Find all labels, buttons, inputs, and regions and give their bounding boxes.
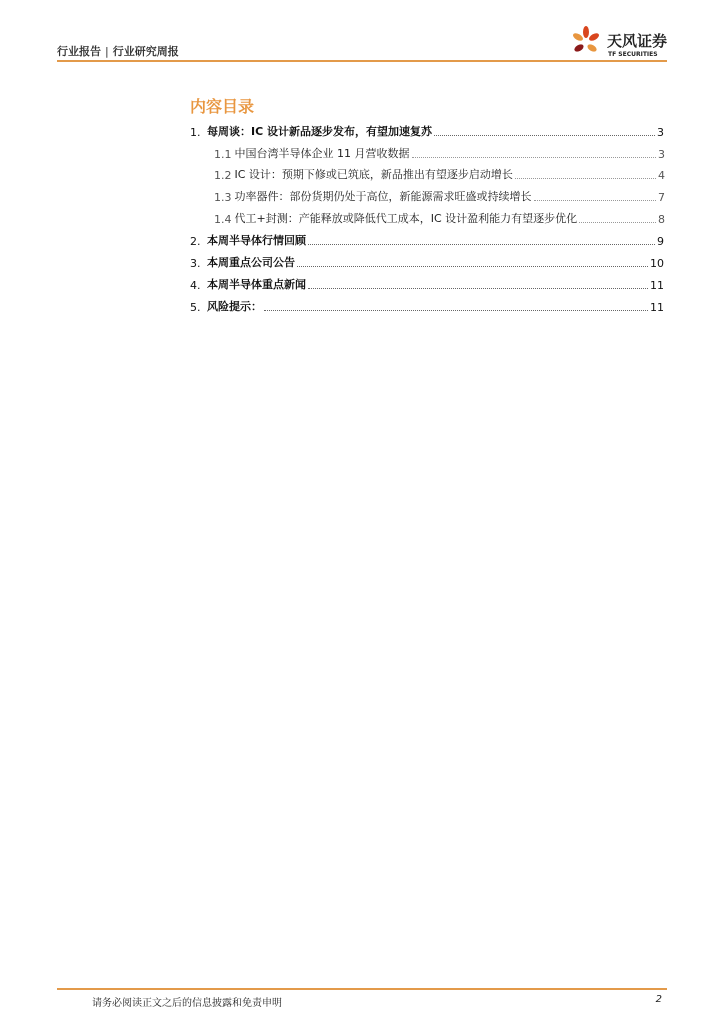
toc-leader (579, 222, 656, 223)
report-subcategory: 行业研究周报 (112, 45, 179, 58)
toc-entry-3[interactable] (190, 254, 664, 270)
toc-entry-page: 8 (658, 213, 665, 226)
toc-leader (534, 200, 657, 201)
toc-entry-page: 11 (650, 301, 664, 314)
toc-entry-number: 4. (190, 279, 201, 292)
toc-entry-5[interactable] (190, 298, 664, 314)
toc-entry-number: 1.2 (214, 169, 232, 182)
toc-leader (434, 135, 655, 136)
header-divider (57, 60, 667, 62)
toc-entry-text: 本周重点公司公告 (207, 256, 295, 269)
toc-entry-4[interactable] (190, 276, 664, 292)
logo-name-en: TF SECURITIES (608, 51, 658, 58)
toc-entry-text: 代工+封测：产能释放或降低代工成本，IC 设计盈利能力有望逐步优化 (234, 212, 578, 225)
toc-leader (264, 310, 648, 311)
toc-entry-number: 5. (190, 301, 201, 314)
toc-entry-text: 风险提示： (207, 300, 262, 313)
toc-entry-page: 3 (657, 126, 664, 139)
toc-entry-number: 1.4 (214, 213, 232, 226)
logo-name: 天风证券 (607, 32, 668, 50)
toc-leader (308, 244, 655, 245)
toc-entry-page: 3 (658, 148, 665, 161)
footer-disclaimer: 请务必阅读正文之后的信息披露和免责申明 (92, 998, 282, 1009)
toc-entry-page: 10 (650, 257, 664, 270)
toc-entry-page: 9 (657, 235, 664, 248)
page-number: 2 (655, 994, 662, 1005)
toc-entry-number: 2. (190, 235, 201, 248)
report-header (57, 43, 179, 59)
toc-entry-1[interactable] (190, 123, 664, 139)
toc-entry-text: IC 设计：预期下修或已筑底，新品推出有望逐步启动增长 (234, 168, 513, 181)
toc-entry-1-3[interactable] (214, 188, 665, 204)
toc-entry-text: 本周半导体重点新闻 (207, 278, 306, 291)
toc-leader (297, 266, 648, 267)
toc-leader (412, 157, 657, 158)
toc-entry-text: 每周谈：IC 设计新品逐步发布，有望加速复苏 (207, 125, 432, 138)
report-category: 行业报告 (57, 45, 101, 58)
toc-leader (515, 178, 656, 179)
toc-leader (308, 288, 648, 289)
toc-entry-1-2[interactable] (214, 166, 665, 182)
toc-entry-text: 功率器件：部份货期仍处于高位，新能源需求旺盛或持续增长 (234, 190, 532, 203)
company-logo (569, 24, 669, 58)
footer-divider (57, 988, 667, 990)
toc-entry-number: 1.1 (214, 148, 232, 161)
toc-entry-number: 1.3 (214, 191, 232, 204)
header-separator: | (105, 45, 109, 58)
toc-entry-2[interactable] (190, 232, 664, 248)
toc-entry-page: 7 (658, 191, 665, 204)
tf-flower-logo-icon (569, 24, 603, 58)
toc-entry-1-4[interactable] (214, 210, 665, 226)
toc-title: 内容目录 (190, 97, 255, 116)
toc-entry-number: 1. (190, 126, 201, 139)
toc-entry-page: 4 (658, 169, 665, 182)
toc-entry-page: 11 (650, 279, 664, 292)
toc-entry-1-1[interactable] (214, 145, 665, 161)
toc-entry-text: 中国台湾半导体企业 11 月营收数据 (234, 147, 410, 160)
toc-entry-text: 本周半导体行情回顾 (207, 234, 306, 247)
toc-entry-number: 3. (190, 257, 201, 270)
